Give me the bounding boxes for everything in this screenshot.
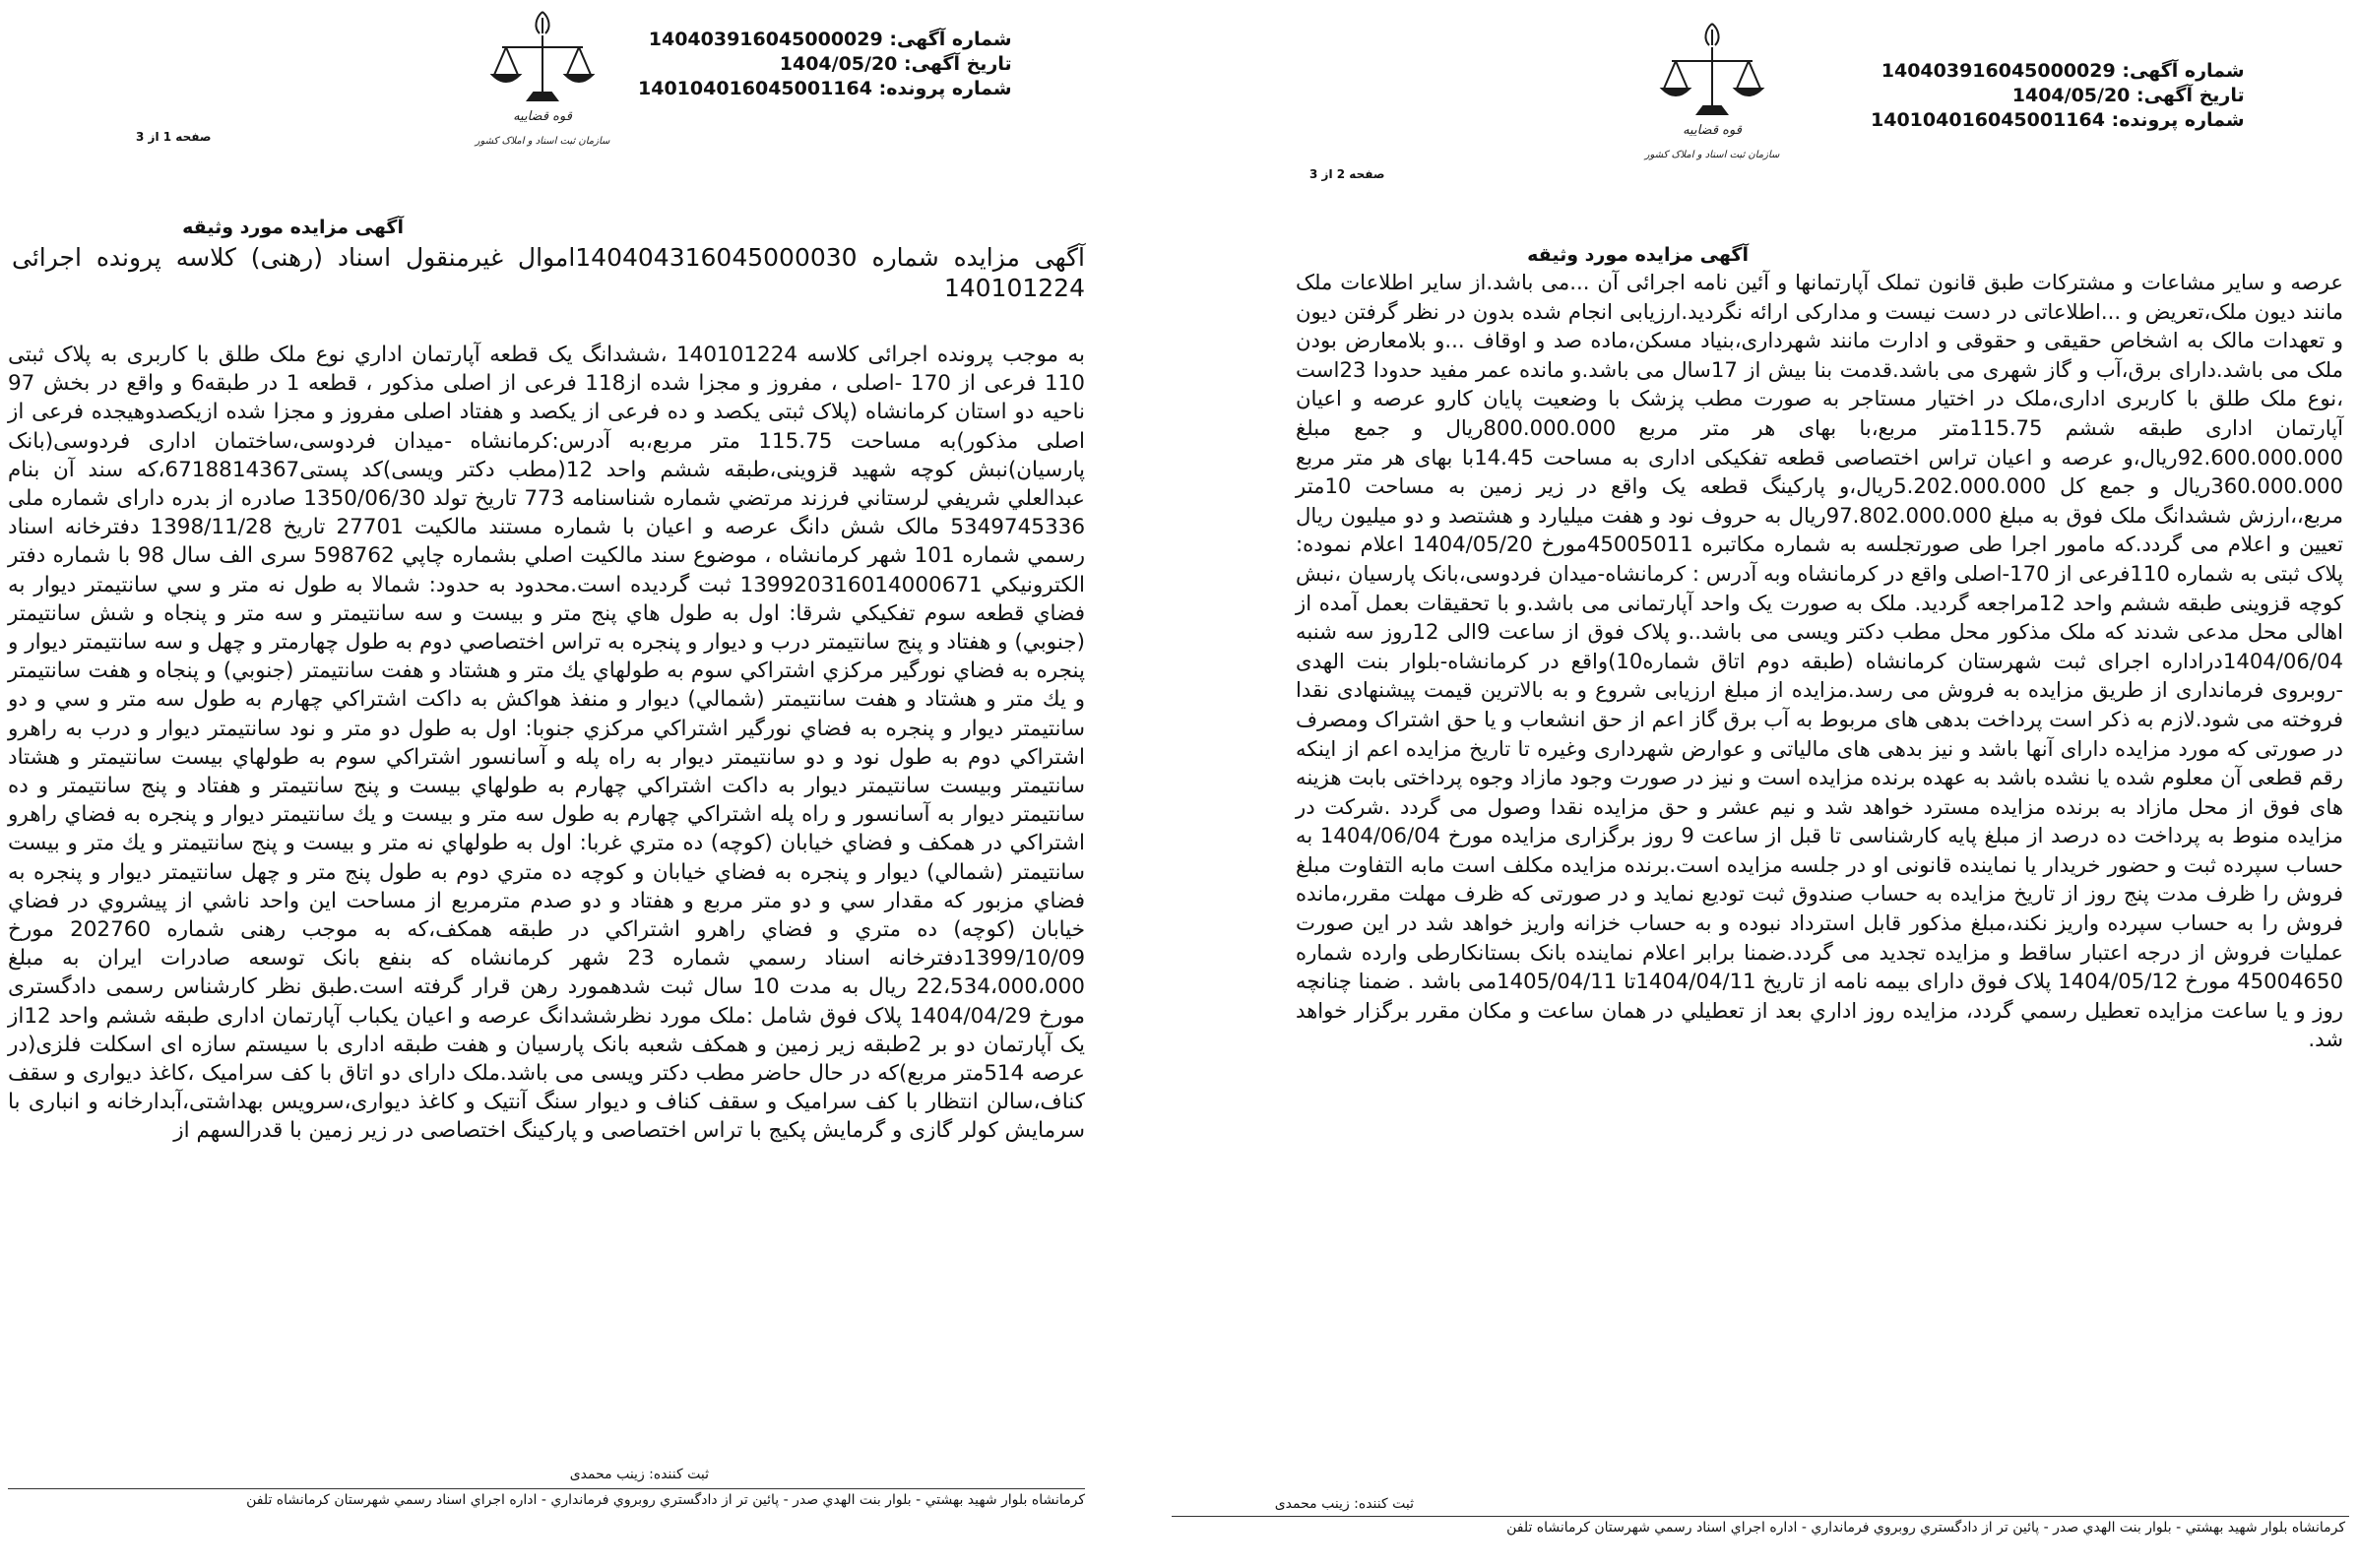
footer-address: کرمانشاه بلوار شهيد بهشتي - بلوار بنت الهدي صدر - پائين تر از دادگستري روبروي فرمانداري - اداره اجراي اسناد رسمي شهرستان كرمانشاه تلفن	[1506, 1520, 2345, 1536]
ad-date: 1404/05/20	[2011, 85, 2131, 106]
page-number: صفحه 1 از 3	[136, 130, 212, 144]
case-number-row	[638, 77, 1012, 101]
ad-number-label: شماره آگهی:	[889, 29, 1012, 50]
ad-number-row	[1871, 59, 2245, 84]
case-number-row	[1871, 108, 2245, 133]
footer-divider	[8, 1488, 1085, 1489]
registrar	[570, 1467, 709, 1482]
ad-meta	[638, 28, 1012, 101]
ad-date-label: تاریخ آگهی:	[904, 53, 1012, 75]
ad-date-row	[638, 52, 1012, 77]
footer-divider	[1172, 1516, 2349, 1517]
page-1	[0, 0, 1093, 1568]
judiciary-emblem	[1638, 10, 1786, 167]
case-number-label: شماره پرونده:	[2111, 109, 2245, 131]
ad-date-row	[1871, 84, 2245, 108]
ad-body-text: عرصه و سایر مشاعات و مشترکات طبق قانون تملک آپارتمانها و آئین نامه اجرائی آن ...می باشد.از سایر اطلاعات ملک مانند دیون ملک،تعریض و ...اطلاعاتی در دست نیست و مدارکی ارائه نگردید.ارزیابی انجام شده بدون در نظر گرفتن دیون و تعهدات مالک به اشخاص حقیقی و حقوقی و ادارت مانند شهرداری،بنیاد مسکن،ماده صد و اوقاف ...و بلامعارض بودن ملک می باشد.دارای برق،آب و گاز شهری می باشد.قدمت بنا بیش از 17سال می باشد.و مانده عمر مفید حدودا 23است ،نوع ملک طلق با کاربری اداری،ملک در اختیار مستاجر به صورت مطب پزشک با وضعیت پایان کارو عرصه و اعیان آپارتمان اداری طبقه ششم 115.75متر مربع،با بهای هر متر مربع 800.000.000ریال و جمع مبلغ 92.600.000.000ریال،و عرصه و اعیان تراس اختصاصی قطعه تفکیکی اداری به مساحت 14.45با بهای هر متر مربع 360.000.000ریال و جمع کل 5.202.000.000ریال،و پارکینگ قطعه یک واقع در زیر زمین به مساحت 10متر مربع،،ارزش ششدانگ ملک فوق به مبلغ 97.802.000.000ریال به حروف نود و هفت میلیارد و هشتصد و دو میلیون ریال تعیین و اعلام می گردد.که مامور اجرا طی صورتجلسه به شماره مکاتبره 45005011مورخ 1404/05/20 اعلام نموده: پلاک ثبتی به شماره 110فرعی از 170-اصلی واقع در کرمانشاه وبه آدرس : کرمانشاه-میدان فردوسی،بانک پارسیان ،نبش کوچه قزوینی طبقه ششم واحد 12مراجعه گردید. ملک به صورت یک واحد آپارتمانی می باشد.و با تحقیقات بعمل آمده از اهالی محل مدعی شدند که ملک مذکور محل مطب دکتر ویسی می باشد..و پلاک فوق از ساعت 9الی 12روز سه شنبه 1404/06/04دراداره اجرای ثبت شهرستان کرمانشاه (طبقه دوم اتاق شماره10)واقع در کرمانشاه-بلوار بنت الهدی -روبروی فرمانداری از طریق مزایده به فروش می رسد.مزایده از مبلغ ارزیابی شروع و به بالاترین قیمت پیشنهادی نقدا فروخته می شود.لازم به ذکر است پرداخت بدهی های مربوط به آب برق گاز اعم از حق انشعاب و یا حق اشتراک ومصرف در صورتی که مورد مزایده دارای آنها باشد و نیز بدهی های مالیاتی و عوارض شهرداری وغیره تا تاریخ مزایده اعم از اینکه رقم قطعی آن معلوم شده یا نشده باشد به عهده برنده مزایده است و نیز در صورت وجود مازاد وجوه پرداختی بابت هزینه های فوق از محل مازاد به برنده مزایده مسترد خواهد شد و نیم عشر و حق مزایده نقدا وصول می گردد .شرکت در مزایده منوط به پرداخت ده درصد از مبلغ پایه کارشناسی تا قبل از ساعت 9 روز برگزاری مزایده مورخ 1404/06/04 به حساب سپرده ثبت و حضور خریدار یا نماینده قانونی او در جلسه مزایده است.برنده مزایده مکلف است مابه التفاوت مبلغ فروش را ظرف مدت پنج روز از تاریخ مزایده به حساب صندوق ثبت تودیع نماید و در صورتی که ظرف مهلت مقرر،مانده فروش را به حساب سپرده واریز نکند،مبلغ مذکور قابل استرداد نبوده و به حساب خزانه واریز خواهد شد در این صورت عملیات فروش از درجه اعتبار ساقط و مزایده تجدید می گردد.ضمنا برابر اعلام نماینده بانک بستانکارطی وارده شماره 45004650 مورخ 1404/05/12 پلاک فوق دارای بیمه نامه از تاریخ 1404/04/11تا 1405/04/11می باشد . ضمنا چنانچه روز و یا ساعت مزایده تعطیل رسمي گردد، مزایده روز اداري بعد از تعطيلي در همان ساعت و مكان مقرر برگزار خواهد شد.	[1296, 270, 2344, 1052]
registrar-name: زینب محمدی	[569, 1467, 645, 1482]
ad-body-text: به موجب پرونده اجرائی کلاسه 140101224 ،ششدانگ یک قطعه آپارتمان اداري نوع ملک طلق با کاربری به پلاک ثبتی 110 فرعی از 170 -اصلی ، مفروز و مجزا شده از118 فرعی از اصلی مذکور ، قطعه 1 در طبقه6 و واقع در بخش 97 ناحیه دو استان کرمانشاه (پلاک ثبتی یکصد و ده فرعی از یکصد و هفتاد اصلی مفروز و مجزا شده ازیکصدوهیجده فرعی از اصلی مذکور)به مساحت 115.75 متر مربع،به آدرس:کرمانشاه -میدان فردوسی،ساختمان اداری فردوسی(بانک پارسیان)نبش کوچه شهید قزوینی،طبقه ششم واحد 12(مطب دکتر ویسی)کد پستی6718814367،که سند آن بنام عبدالعلي شريفي لرستاني فرزند مرتضي شماره شناسنامه 773 تاريخ تولد 1350/06/30 صادره از بدره دارای شماره ملی 5349745336 مالک شش دانگ عرصه و اعیان با شماره مستند مالکیت 27701 تاریخ 1398/11/28 دفترخانه اسناد رسمي شماره 101 شهر كرمانشاه ، موضوع سند مالكيت اصلي بشماره چاپي 598762 سری الف سال 98 با شماره دفتر الكترونيكي 139920316014000671 ثبت گرديده است.محدود به حدود: شمالا به طول نه متر و سي سانتيمتر ديوار به فضاي قطعه سوم تفكيكي شرقا: اول به طول هاي پنج متر و بيست و سه سانتيمتر و سه متر و پنجاه و شش سانتيمتر (جنوبي) و هفتاد و پنج سانتيمتر درب و ديوار و پنجره به تراس اختصاصي دوم به طول چهارمتر و چهل و سه سانتيمتر ديوار و پنجره به فضاي نورگير مركزي اشتراكي سوم به طولهاي يك متر و هشتاد و هفت سانتيمتر (جنوبي) و پنجاه و هفت سانتيمتر و يك متر و هشتاد و هفت سانتيمتر (شمالي) ديوار و منفذ هواكش به داكت اشتراكي چهارم به طول سه متر و سي و دو سانتيمتر ديوار و پنجره به فضاي نورگير اشتراكي مركزي جنوبا: اول به طول دو متر و نود سانتيمتر ديوار و درب به راهرو اشتراكي دوم به طول نود و دو سانتيمتر ديوار به راه پله و آسانسور اشتراكي سوم به طولهاي بيست سانتيمتر و هشتاد سانتيمتر وبيست سانتيمتر ديوار به داكت اشتراكي چهارم به طولهاي بيست و پنج سانتيمتر و هفتاد و پنج سانتيمتر و ده سانتيمتر ديوار به آسانسور و راه پله اشتراكي چهارم به طول سه متر و بيست و يك سانتيمتر ديوار و پنجره به فضاي راهرو اشتراكي در همكف و فضاي خيابان (كوچه) ده متري غربا: اول به طولهاي نه متر و بيست و پنج سانتيمتر و يك متر و بيست سانتيمتر (شمالي) ديوار و پنجره به فضاي خيابان و كوچه ده متري دوم به طول پنج متر و چهل سانتيمتر ديوار و پنجره به فضاي مزبور كه مقدار سي و دو متر مربع و هفتاد و دو صدم مترمربع از مساحت اين واحد ناشي از پيشروي در فضاي خيابان (كوچه) ده متري و فضاي راهرو اشتراكي در طبقه همكف،که به موجب رهنی شماره 202760 مورخ 1399/10/09دفترخانه اسناد رسمي شماره 23 شهر كرمانشاه كه بنفع بانک توسعه صادرات ایران به مبلغ 22،534،000،000 ریال به مدت 10 سال ثبت شدهمورد رهن قرار گرفته است.طبق نظر کارشناس رسمی دادگستری مورخ 1404/04/29 پلاک فوق شامل :ملک مورد نظرششدانگ عرصه و اعیان یکباب آپارتمان اداری طبقه ششم واحد 12از یک آپارتمان دو بر 2طبقه زیر زمین و همکف شعبه بانک پارسیان و هفت طبقه اداری با سیستم سازه ای اسکلت فلزی(در عرصه 514متر مربع)که در حال حاضر مطب دکتر ویسی می باشد.ملک دارای دو اتاق با کف سرامیک ،کاغذ دیواری و سقف کناف،سالن انتظار با کف سرامیک و سقف کناف و دیوار سنگ آنتیک و کاغذ دیواری،سرویس بهداشتی،آبدارخانه و انباری با سرمایش کولر گازی و گرمایش پکیج با تراس اختصاصی و پارکینگ اختصاصی در زیر زمین با قدرالسهم از	[8, 343, 1086, 1144]
emblem-bottom-text: سازمان ثبت اسناد و املاک کشور	[1644, 150, 1780, 160]
ad-title: آگهی مزایده مورد وثیقه	[182, 217, 404, 238]
page-number: صفحه 2 از 3	[1309, 167, 1385, 181]
ad-title: آگهی مزایده مورد وثیقه	[1527, 244, 1749, 266]
registrar-name: زینب محمدی	[1274, 1496, 1350, 1512]
registrar-label: ثبت کننده:	[1354, 1496, 1414, 1512]
emblem-top-text: قوه قضاییه	[1683, 123, 1742, 138]
registrar-label: ثبت کننده:	[649, 1467, 709, 1482]
emblem-top-text: قوه قضاییه	[513, 109, 572, 124]
ad-date-label: تاریخ آگهی:	[2136, 85, 2245, 106]
scales-emblem-icon	[1638, 10, 1786, 167]
registrar	[1275, 1496, 1414, 1512]
judiciary-emblem	[469, 4, 616, 152]
scales-emblem-icon	[469, 4, 616, 152]
ad-meta	[1871, 59, 2245, 133]
ad-number-row	[638, 28, 1012, 52]
ad-number-label: شماره آگهی:	[2122, 60, 2245, 82]
case-number: 140104016045001164	[1871, 109, 2105, 131]
case-number: 140104016045001164	[638, 78, 872, 99]
case-number-label: شماره پرونده:	[878, 78, 1012, 99]
footer-address: کرمانشاه بلوار شهيد بهشتي - بلوار بنت الهدي صدر - پائين تر از دادگستري روبروي فرمانداري - اداره اجراي اسناد رسمي شهرستان كرمانشاه تلفن	[246, 1492, 1085, 1508]
page-2	[1162, 0, 2359, 1568]
ad-subtitle: آگهی مزایده شماره 140404316045000030اموال غیرمنقول اسناد (رهنی) کلاسه پرونده اجرائی 140101224	[12, 243, 1085, 302]
emblem-bottom-text: سازمان ثبت اسناد و املاک کشور	[475, 136, 610, 147]
ad-date: 1404/05/20	[779, 53, 898, 75]
ad-number: 140403916045000029	[1881, 60, 2116, 82]
ad-number: 140403916045000029	[648, 29, 883, 50]
